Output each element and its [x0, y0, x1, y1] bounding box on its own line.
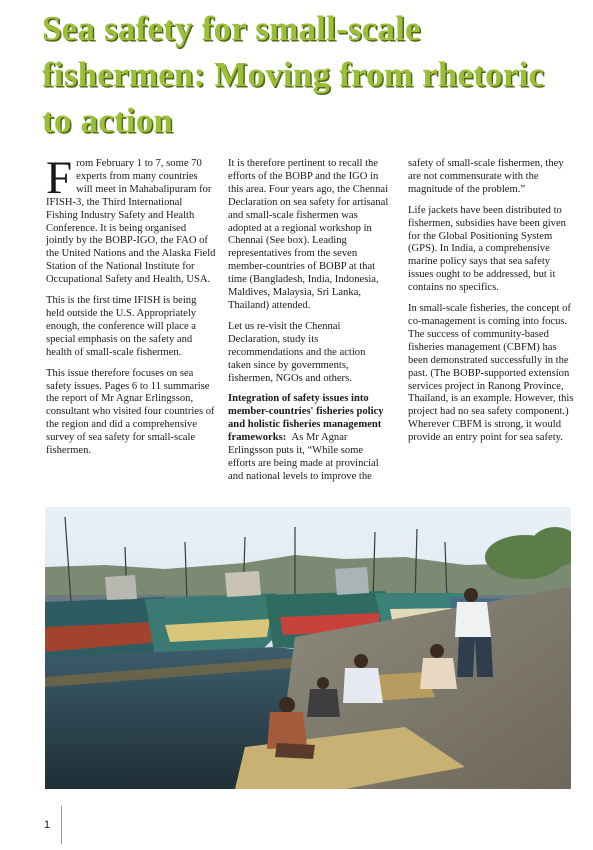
paragraph: Life jackets have been distributed to fishermen, subsidies have been given for the Global Positioning System (GPS). In India, a comprehensive marine policy says that sea safety issues ought to be addressed, but it contains no specifics. [408, 204, 566, 294]
paragraph: This is the first time IFISH is being held outside the U.S. Appropriately enough, the conference will place a special emphasis on the safety and health of small-scale fishermen. [46, 295, 197, 358]
paragraph [228, 393, 390, 483]
text-column-1 [46, 152, 216, 466]
text-column-2 [228, 158, 390, 492]
paragraph: In small-scale fisheries, the concept of co-management is coming into focus. The success of community-based fisheries management (CBFM) has been demonstrated successfully in the past. (The BOBP-supported extension services project in Ranong Province, Thailand, is an example. However, this project had no sea safety component.) Wherever CBFM is strong, it would provide an entry point for sea safety. [408, 303, 574, 444]
paragraph: Let us re-visit the Chennai Declaration, study its recommendations and the action taken since by governments, fishermen, NGOs and others. [228, 320, 366, 384]
paragraph: safety of small-scale fishermen, they are not commensurate with the magnitude of the problem.” [408, 158, 564, 195]
drop-cap: F [46, 152, 73, 204]
harbour-photo-illustration [45, 507, 571, 789]
paragraph-text: As Mr Agnar Erlingsson puts it, “While some efforts are being made at provincial and national levels to improve the [228, 432, 379, 482]
page-number: 1 [44, 819, 51, 831]
footer-divider [61, 806, 62, 844]
harbour-photo [45, 507, 571, 789]
paragraph [46, 152, 216, 287]
article-title: Sea safety for small-scale fishermen: Moving from rhetoric to action [42, 9, 545, 140]
paragraph-text: rom February 1 to 7, some 70 experts from many countries will meet in Mahabalipuram for IFISH-3, the Third International Fishing Industry Safety and Health Conference. It is being organised jointly by the BOBP-IGO, the FAO of the United Nations and the Alaska Field Station of the National Institute for Occupational Safety and Health, USA. [46, 158, 216, 286]
paragraph: This issue therefore focuses on sea safety issues. Pages 6 to 11 summarise the report of Mr Agnar Erlingsson, consultant who visited four countries of the region and did a comprehensive survey of sea safety for small-scale fishermen. [46, 367, 215, 457]
section-subheading: Integration of safety issues into member-countries' fisheries policy and holistic fisheries management frameworks: [228, 393, 384, 444]
text-column-3 [408, 158, 574, 453]
paragraph: It is therefore pertinent to recall the efforts of the BOBP and the IGO in this area. Four years ago, the Chennai Declaration on sea safety for artisanal and small-scale fishermen was adopted at a regional workshop in Chennai (See box). Leading representatives from the seven member-countries of BOBP at that time (Bangladesh, India, Indonesia, Maldives, Malaysia, Sri Lanka, Thailand) attended. [228, 158, 389, 311]
